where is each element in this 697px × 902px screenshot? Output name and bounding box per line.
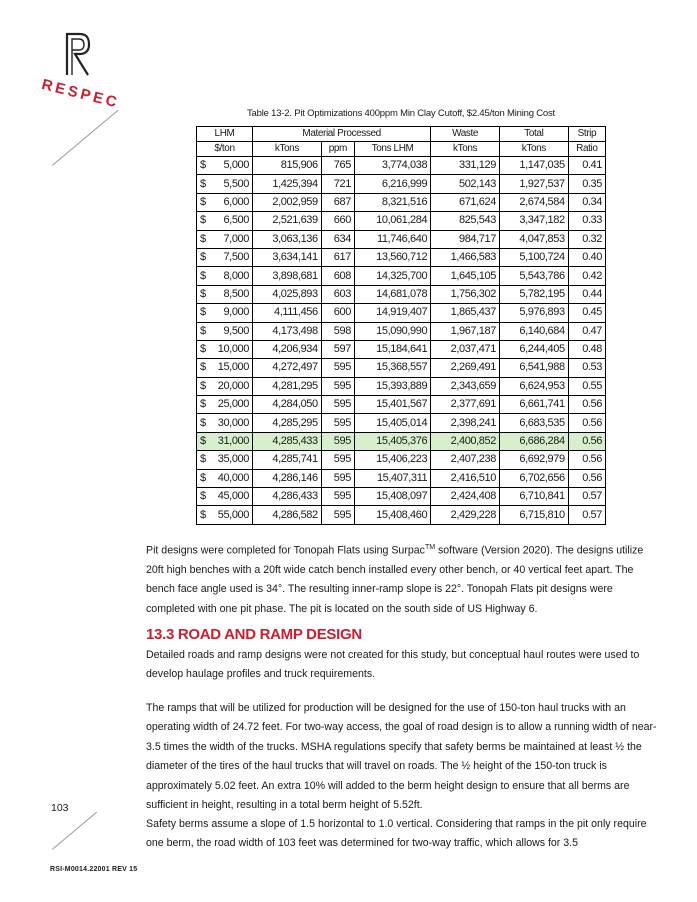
waste-cell: 825,543 [431,212,500,230]
ktons-cell: 3,063,136 [253,230,322,248]
tons-lhm-cell: 11,746,640 [354,230,430,248]
tons-lhm-cell: 15,406,223 [354,451,430,469]
ppm-cell: 595 [321,432,354,450]
respec-logo-icon [64,31,92,77]
ppm-cell: 595 [321,488,354,506]
tons-lhm-cell: 15,408,097 [354,488,430,506]
tons-lhm-cell: 14,325,700 [354,267,430,285]
ktons-cell: 815,906 [253,157,322,175]
ppm-cell: 608 [321,267,354,285]
table-row [197,506,606,524]
waste-cell: 2,400,852 [431,432,500,450]
subheader-dollar-per-ton: $/ton [197,142,253,157]
waste-cell: 2,377,691 [431,396,500,414]
ratio-cell: 0.35 [568,175,605,193]
ktons-cell: 4,284,050 [253,396,322,414]
ratio-cell: 0.56 [568,469,605,487]
table-sub-header-row [197,142,606,157]
currency-cell: $ [197,432,209,450]
ppm-cell: 595 [321,451,354,469]
lhm-value-cell: 30,000 [208,414,253,432]
table-row [197,488,606,506]
tons-lhm-cell: 15,405,376 [354,432,430,450]
tons-lhm-cell: 15,090,990 [354,322,430,340]
header-lhm: LHM [197,127,253,142]
tons-lhm-cell: 13,560,712 [354,248,430,266]
table-row [197,212,606,230]
ktons-cell: 4,111,456 [253,304,322,322]
tons-lhm-cell: 14,681,078 [354,285,430,303]
currency-cell: $ [197,248,209,266]
lhm-value-cell: 8,000 [208,267,253,285]
ktons-cell: 2,521,639 [253,212,322,230]
total-cell: 4,047,853 [499,230,568,248]
waste-cell: 331,129 [431,157,500,175]
total-cell: 6,683,535 [499,414,568,432]
waste-cell: 2,429,228 [431,506,500,524]
subheader-ppm: ppm [321,142,354,157]
tons-lhm-cell: 3,774,038 [354,157,430,175]
table-row [197,340,606,358]
ppm-cell: 660 [321,212,354,230]
waste-cell: 671,624 [431,193,500,211]
ratio-cell: 0.32 [568,230,605,248]
waste-cell: 1,756,302 [431,285,500,303]
ktons-cell: 2,002,959 [253,193,322,211]
ppm-cell: 598 [321,322,354,340]
ktons-cell: 4,206,934 [253,340,322,358]
ppm-cell: 597 [321,340,354,358]
ppm-cell: 595 [321,377,354,395]
tons-lhm-cell: 10,061,284 [354,212,430,230]
lhm-value-cell: 7,000 [208,230,253,248]
total-cell: 6,692,979 [499,451,568,469]
table-row [197,230,606,248]
table-row [197,432,606,450]
ktons-cell: 4,285,295 [253,414,322,432]
total-cell: 6,686,284 [499,432,568,450]
table-row [197,193,606,211]
header-strip: Strip [568,127,605,142]
waste-cell: 2,398,241 [431,414,500,432]
ppm-cell: 721 [321,175,354,193]
tons-lhm-cell: 15,368,557 [354,359,430,377]
total-cell: 6,661,741 [499,396,568,414]
waste-cell: 2,269,491 [431,359,500,377]
total-cell: 6,541,988 [499,359,568,377]
tons-lhm-cell: 15,401,567 [354,396,430,414]
currency-cell: $ [197,304,209,322]
ktons-cell: 4,285,433 [253,432,322,450]
total-cell: 5,100,724 [499,248,568,266]
ktons-cell: 4,285,741 [253,451,322,469]
currency-cell: $ [197,267,209,285]
waste-cell: 502,143 [431,175,500,193]
ratio-cell: 0.33 [568,212,605,230]
waste-cell: 1,967,187 [431,322,500,340]
ratio-cell: 0.34 [568,193,605,211]
paragraph-roads-overview: Detailed roads and ramp designs were not created for this study, but conceptual haul routes were used to develop haulage profiles and truck requirements. [146,649,640,681]
ratio-cell: 0.45 [568,304,605,322]
total-cell: 6,702,656 [499,469,568,487]
table-row [197,267,606,285]
ratio-cell: 0.48 [568,340,605,358]
currency-cell: $ [197,212,209,230]
ppm-cell: 595 [321,396,354,414]
page-number: 103 [51,802,69,814]
tons-lhm-cell: 14,919,407 [354,304,430,322]
ktons-cell: 4,286,582 [253,506,322,524]
ktons-cell: 4,025,893 [253,285,322,303]
ppm-cell: 765 [321,157,354,175]
table-row [197,414,606,432]
currency-cell: $ [197,506,209,524]
table-row [197,157,606,175]
table-row [197,248,606,266]
tons-lhm-cell: 15,407,311 [354,469,430,487]
ktons-cell: 3,898,681 [253,267,322,285]
subheader-ratio: Ratio [568,142,605,157]
lhm-value-cell: 20,000 [208,377,253,395]
waste-cell: 984,717 [431,230,500,248]
currency-cell: $ [197,285,209,303]
currency-cell: $ [197,322,209,340]
lhm-value-cell: 40,000 [208,469,253,487]
lhm-value-cell: 10,000 [208,340,253,358]
lhm-value-cell: 45,000 [208,488,253,506]
ppm-cell: 595 [321,506,354,524]
total-cell: 5,782,195 [499,285,568,303]
waste-cell: 1,466,583 [431,248,500,266]
section-heading: 13.3 ROAD AND RAMP DESIGN [146,626,362,643]
total-cell: 1,927,537 [499,175,568,193]
lhm-value-cell: 31,000 [208,432,253,450]
currency-cell: $ [197,157,209,175]
ktons-cell: 4,286,433 [253,488,322,506]
subheader-tons-lhm: Tons LHM [354,142,430,157]
ratio-cell: 0.57 [568,488,605,506]
lhm-value-cell: 6,000 [208,193,253,211]
tons-lhm-cell: 6,216,999 [354,175,430,193]
ppm-cell: 634 [321,230,354,248]
waste-cell: 1,645,105 [431,267,500,285]
currency-cell: $ [197,175,209,193]
waste-cell: 2,424,408 [431,488,500,506]
table-title: Table 13-2. Pit Optimizations 400ppm Min Clay Cutoff, $2.45/ton Mining Cost [247,108,555,119]
waste-cell: 2,343,659 [431,377,500,395]
table-row [197,285,606,303]
table-row [197,451,606,469]
table-row [197,469,606,487]
ratio-cell: 0.56 [568,432,605,450]
currency-cell: $ [197,359,209,377]
tons-lhm-cell: 15,184,641 [354,340,430,358]
total-cell: 6,140,684 [499,322,568,340]
para1-text-b: software (Version 2020). The designs utilize 20ft high benches with a 20ft wide catch bench installed every other bench, or 40 vertical feet apart. The bench face angle used is 34°. The resulting inner-ramp slope is 22°. Tonopah Flats pit designs were completed with one pit phase. The pit is located on the south side of US Highway 6. [146,544,644,615]
table-row [197,396,606,414]
ppm-cell: 600 [321,304,354,322]
document-id: RSI-M0014.22001 REV 15 [50,866,138,873]
ktons-cell: 4,281,295 [253,377,322,395]
header-waste: Waste [431,127,500,142]
paragraph-safety-berms: Safety berms assume a slope of 1.5 horizontal to 1.0 vertical. Considering that ramps in the pit only require one berm, the road width of 103 feet was determined for two-way traffic, which allows for 3.5 [146,818,647,850]
ppm-cell: 595 [321,469,354,487]
total-cell: 5,543,786 [499,267,568,285]
tons-lhm-cell: 15,393,889 [354,377,430,395]
para1-text-a: Pit designs were completed for Tonopah Flats using Surpac [146,544,425,557]
header-material-processed: Material Processed [253,127,431,142]
tons-lhm-cell: 8,321,516 [354,193,430,211]
lhm-value-cell: 25,000 [208,396,253,414]
total-cell: 6,715,810 [499,506,568,524]
lhm-value-cell: 55,000 [208,506,253,524]
table-row [197,304,606,322]
waste-cell: 2,037,471 [431,340,500,358]
total-cell: 2,674,584 [499,193,568,211]
header-total: Total [499,127,568,142]
ratio-cell: 0.56 [568,414,605,432]
decorative-diagonal-bottom [52,812,97,850]
currency-cell: $ [197,396,209,414]
table-row [197,377,606,395]
total-cell: 6,710,841 [499,488,568,506]
currency-cell: $ [197,488,209,506]
waste-cell: 2,407,238 [431,451,500,469]
subheader-total-ktons: kTons [499,142,568,157]
lhm-value-cell: 35,000 [208,451,253,469]
subheader-waste-ktons: kTons [431,142,500,157]
lhm-value-cell: 5,500 [208,175,253,193]
ratio-cell: 0.47 [568,322,605,340]
ppm-cell: 617 [321,248,354,266]
ktons-cell: 1,425,394 [253,175,322,193]
lhm-value-cell: 7,500 [208,248,253,266]
ppm-cell: 595 [321,414,354,432]
ktons-cell: 4,173,498 [253,322,322,340]
currency-cell: $ [197,340,209,358]
ppm-cell: 603 [321,285,354,303]
ratio-cell: 0.53 [568,359,605,377]
table-row [197,175,606,193]
tons-lhm-cell: 15,405,014 [354,414,430,432]
table-row [197,359,606,377]
ktons-cell: 4,272,497 [253,359,322,377]
ratio-cell: 0.56 [568,396,605,414]
ratio-cell: 0.41 [568,157,605,175]
table-body [197,157,606,525]
subheader-ktons: kTons [253,142,322,157]
ratio-cell: 0.56 [568,451,605,469]
currency-cell: $ [197,414,209,432]
lhm-value-cell: 15,000 [208,359,253,377]
ppm-cell: 595 [321,359,354,377]
total-cell: 1,147,035 [499,157,568,175]
trademark-superscript: TM [424,544,436,551]
tons-lhm-cell: 15,408,460 [354,506,430,524]
total-cell: 6,624,953 [499,377,568,395]
decorative-diagonal-top [52,110,119,166]
currency-cell: $ [197,451,209,469]
table-row [197,322,606,340]
lhm-value-cell: 9,000 [208,304,253,322]
currency-cell: $ [197,377,209,395]
lhm-value-cell: 5,000 [208,157,253,175]
ratio-cell: 0.44 [568,285,605,303]
total-cell: 6,244,405 [499,340,568,358]
paragraph-ramp-design: The ramps that will be utilized for production will be designed for the use of 150-ton haul trucks with an operating width of 24.72 feet. For two-way access, the goal of road design is to allow a running width of near-3.5 times the width of the trucks. MSHA regulations specify that safety berms be maintained at least ½ the diameter of the tires of the haul trucks that will travel on roads. The ½ height of the 150-ton truck is approximately 5.02 feet. An extra 10% will added to the berm height design to ensure that all berms are sufficient in height, resulting in a total berm height of 5.52ft. [146,702,657,812]
pit-optimization-table [196,126,606,525]
waste-cell: 2,416,510 [431,469,500,487]
currency-cell: $ [197,469,209,487]
lhm-value-cell: 6,500 [208,212,253,230]
currency-cell: $ [197,193,209,211]
total-cell: 5,976,893 [499,304,568,322]
ratio-cell: 0.42 [568,267,605,285]
ktons-cell: 4,286,146 [253,469,322,487]
lhm-value-cell: 9,500 [208,322,253,340]
respec-logo-text: RESPEC [39,76,122,112]
ppm-cell: 687 [321,193,354,211]
ratio-cell: 0.57 [568,506,605,524]
ratio-cell: 0.55 [568,377,605,395]
ktons-cell: 3,634,141 [253,248,322,266]
total-cell: 3,347,182 [499,212,568,230]
lhm-value-cell: 8,500 [208,285,253,303]
currency-cell: $ [197,230,209,248]
table-group-header-row [197,127,606,142]
ratio-cell: 0.40 [568,248,605,266]
waste-cell: 1,865,437 [431,304,500,322]
paragraph-pit-designs [146,538,658,619]
